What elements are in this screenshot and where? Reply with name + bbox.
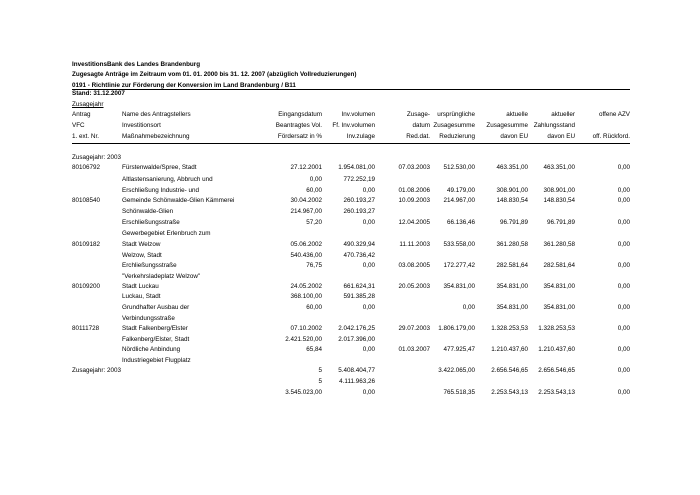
cell-aktuelle: 96.791,89 [499,219,528,226]
col-ort: Investitionsort [122,122,161,129]
cell-aktuelle: 148.830,54 [496,197,528,204]
cell-name: Nördliche Anbindung [122,346,181,353]
cell-name: Stadt Welzow [122,241,161,248]
cell-invvolumen: 490.329,94 [343,241,375,248]
cell-aktueller: 148.830,54 [543,197,575,204]
cell-zusagedatum: 20.05.2003 [398,283,430,290]
col-zusagesumme: Zusagesumme [433,122,475,129]
cell-antrag: 80108540 [72,197,101,204]
cell-invvolumen: 2.042.176,25 [338,325,375,332]
cell-invvolumen: 0,00 [362,187,375,194]
total-count: 3.545.023,00 [285,389,322,396]
cell-aktuelle: 308.901,00 [496,187,528,194]
col-invvolumen: Inv.volumen [341,111,375,118]
program-title: 0191 - Richtlinie zur Förderung der Konversion im Land Brandenburg / B11 [72,82,296,89]
cell-name: Erchließungsstraße [122,262,177,269]
col-reduzierung: Reduzierung [439,133,475,140]
cell-name: Erschließung Industrie- und [122,187,200,194]
cell-eingang: 368.100,00 [290,293,322,300]
cell-eingang: 60,00 [306,304,322,311]
cell-name: "Verkehrsladeplatz Welzow" [122,273,201,280]
col-ff-invvolumen: Ff. Inv.volumen [332,122,375,129]
col-rueckford: off. Rückford. [592,133,630,140]
cell-urspruenglich: 1.806.179,00 [438,325,475,332]
cell-eingang: 05.06.2002 [290,241,322,248]
total-offene-azv: 0,00 [617,367,630,374]
cell-urspruenglich: 0,00 [462,304,475,311]
cell-aktueller: 361.280,58 [543,241,575,248]
total-offene-azv: 0,00 [617,389,630,396]
cell-offene-azv: 0,00 [617,304,630,311]
cell-aktueller: 463.351,00 [543,164,575,171]
cell-offene-azv: 0,00 [617,283,630,290]
cell-urspruenglich: 214.967,00 [443,197,475,204]
cell-offene-azv: 0,00 [617,187,630,194]
cell-zusagedatum: 01.03.2007 [398,346,430,353]
cell-antrag: 80109200 [72,283,101,290]
cell-aktueller: 1.328.253,53 [538,325,575,332]
cell-antrag: 80109182 [72,241,101,248]
cell-zusagedatum: 07.03.2003 [398,164,430,171]
cell-offene-azv: 0,00 [617,241,630,248]
col-eingangsdatum: Eingangsdatum [278,111,322,118]
total-count: 5 [318,367,322,374]
total-invvolumen: 4.111.963,26 [339,378,375,385]
cell-name: Verbindungsstraße [122,315,175,322]
col-aktueller: aktueller [551,111,575,118]
cell-invvolumen: 661.624,31 [343,283,375,290]
cell-invvolumen: 772.252,19 [343,176,375,183]
cell-name: Grundhafter Ausbau der [122,304,190,311]
cell-name: Gemeinde Schönwalde-Glien Kämmerei [122,197,235,204]
year-label: Zusagejahr: 2003 [72,154,122,161]
cell-offene-azv: 0,00 [617,325,630,332]
cell-offene-azv: 0,00 [617,164,630,171]
cell-zusagedatum: 10.09.2003 [398,197,430,204]
col-reddat: Red.dat. [406,133,430,140]
cell-name: Fürstenwalde/Spree, Stadt [122,164,197,171]
cell-offene-azv: 0,00 [617,262,630,269]
cell-invvolumen: 0,00 [362,262,375,269]
total-aktuelle: 2.656.546,65 [491,367,528,374]
col-davon-eu-2: davon EU [547,133,575,140]
total-aktuelle: 2.253.543,13 [491,389,528,396]
cell-aktuelle: 354.831,00 [496,283,528,290]
col-datum: datum [412,122,430,129]
cell-urspruenglich: 354.831,00 [443,283,475,290]
cell-name: Stadt Falkenberg/Elster [122,325,188,332]
cell-eingang: 60,00 [306,187,322,194]
col-zusagejahr: Zusagejahr [72,101,104,108]
cell-urspruenglich: 172.277,42 [443,262,475,269]
col-urspruenglich: ursprüngliche [437,111,475,118]
total-invvolumen: 5.408.404,77 [338,367,375,374]
cell-invvolumen: 260.193,27 [343,208,375,215]
cell-zusagedatum: 11.11.2003 [399,241,430,248]
col-invzulage: Inv.zulage [346,133,375,140]
cell-eingang: 214.967,00 [290,208,322,215]
cell-zusagedatum: 01.08.2006 [398,187,430,194]
cell-eingang: 540.436,00 [290,252,322,259]
total-aktueller: 2.656.546,65 [538,367,575,374]
cell-aktuelle: 282.581,64 [496,262,528,269]
cell-name: Erschließungsstraße [122,219,180,226]
cell-name: Altlastensanierung, Abbruch und [122,176,213,183]
cell-offene-azv: 0,00 [617,219,630,226]
cell-offene-azv: 0,00 [617,197,630,204]
col-zahlungsstand: Zahlungsstand [533,122,575,129]
col-davon-eu-1: davon EU [500,133,528,140]
cell-urspruenglich: 66.136,46 [446,219,475,226]
cell-zusagedatum: 03.08.2005 [398,262,430,269]
cell-name: Industriegebiet Flugplatz [122,357,191,364]
cell-eingang: 30.04.2002 [290,197,322,204]
cell-invvolumen: 260.193,27 [343,197,375,204]
total-aktueller: 2.253.543,13 [538,389,575,396]
cell-zusagedatum: 12.04.2005 [398,219,430,226]
cell-aktueller: 354.831,00 [543,283,575,290]
cell-invvolumen: 0,00 [362,219,375,226]
cell-invvolumen: 470.736,42 [343,252,375,259]
cell-aktuelle: 1.328.253,53 [491,325,528,332]
total-urspruenglich: 765.518,35 [443,389,475,396]
cell-eingang: 27.12.2001 [290,164,322,171]
col-offene-azv: offene AZV [598,111,630,118]
cell-zusagedatum: 29.07.2003 [398,325,430,332]
cell-aktuelle: 463.351,00 [496,164,528,171]
cell-eingang: 0,00 [309,176,322,183]
cell-invvolumen: 2.017.396,00 [338,336,375,343]
cell-aktueller: 1.210.437,60 [538,346,575,353]
total-invvolumen: 0,00 [362,389,375,396]
cell-invvolumen: 1.954.081,00 [338,164,375,171]
cell-invvolumen: 0,00 [362,304,375,311]
cell-eingang: 76,75 [306,262,322,269]
cell-eingang: 57,20 [306,219,322,226]
col-massnahme: Maßnahmebezeichnung [122,133,190,140]
cell-invvolumen: 0,00 [362,346,375,353]
cell-name: Luckau, Stadt [122,293,161,300]
cell-aktuelle: 361.280,58 [496,241,528,248]
bank-name: InvestitionsBank des Landes Brandenburg [72,61,201,68]
table-header-rule [72,143,630,144]
cell-eingang: 07.10.2002 [290,325,322,332]
cell-aktueller: 308.901,00 [543,187,575,194]
cell-eingang: 2.421.520,00 [285,336,322,343]
cell-urspruenglich: 49.179,00 [446,187,475,194]
report-period: Zugesagte Anträge im Zeitraum vom 01. 01. 2000 bis 31. 12. 2007 (abzüglich Vollreduzierungen) [72,71,357,78]
cell-antrag: 80111728 [72,325,100,332]
col-name: Name des Antragstellers [122,111,191,118]
total-label: Zusagejahr: 2003 [72,367,122,374]
stand-date: Stand: 31.12.2007 [72,90,125,97]
col-akt-zusagesumme: Zusagesumme [486,122,528,129]
col-foerdersatz: Fördersatz in % [277,133,322,140]
col-ext-nr: 1. ext. Nr. [72,133,99,140]
col-beantragt: Beantragtes Vol. [275,122,322,129]
cell-name: Falkenberg/Elster, Stadt [122,336,190,343]
col-antrag: Antrag [72,111,91,118]
cell-antrag: 80106792 [72,164,101,171]
total-urspruenglich: 3.422.065,00 [438,367,475,374]
cell-offene-azv: 0,00 [617,346,630,353]
col-vfc: VFC [72,122,85,129]
cell-eingang: 65,84 [306,346,322,353]
col-zusage: Zusage- [406,111,430,118]
cell-aktueller: 96.791,89 [546,219,575,226]
cell-urspruenglich: 533.558,00 [443,241,475,248]
col-aktuelle: aktuelle [506,111,528,118]
cell-name: Gewerbegebiet Erlenbruch zum [122,230,211,237]
cell-invvolumen: 591.385,28 [343,293,375,300]
total-count: 5 [318,378,322,385]
cell-aktueller: 354.831,00 [543,304,575,311]
cell-eingang: 24.05.2002 [290,283,322,290]
cell-urspruenglich: 477.925,47 [443,346,475,353]
header-rule [72,89,630,90]
cell-name: Welzow, Stadt [122,252,162,259]
cell-aktueller: 282.581,64 [543,262,575,269]
cell-name: Stadt Luckau [122,283,159,290]
cell-urspruenglich: 512.530,00 [443,164,475,171]
cell-aktuelle: 354.831,00 [496,304,528,311]
cell-aktuelle: 1.210.437,60 [491,346,528,353]
cell-name: Schönwalde-Glien [122,208,174,215]
